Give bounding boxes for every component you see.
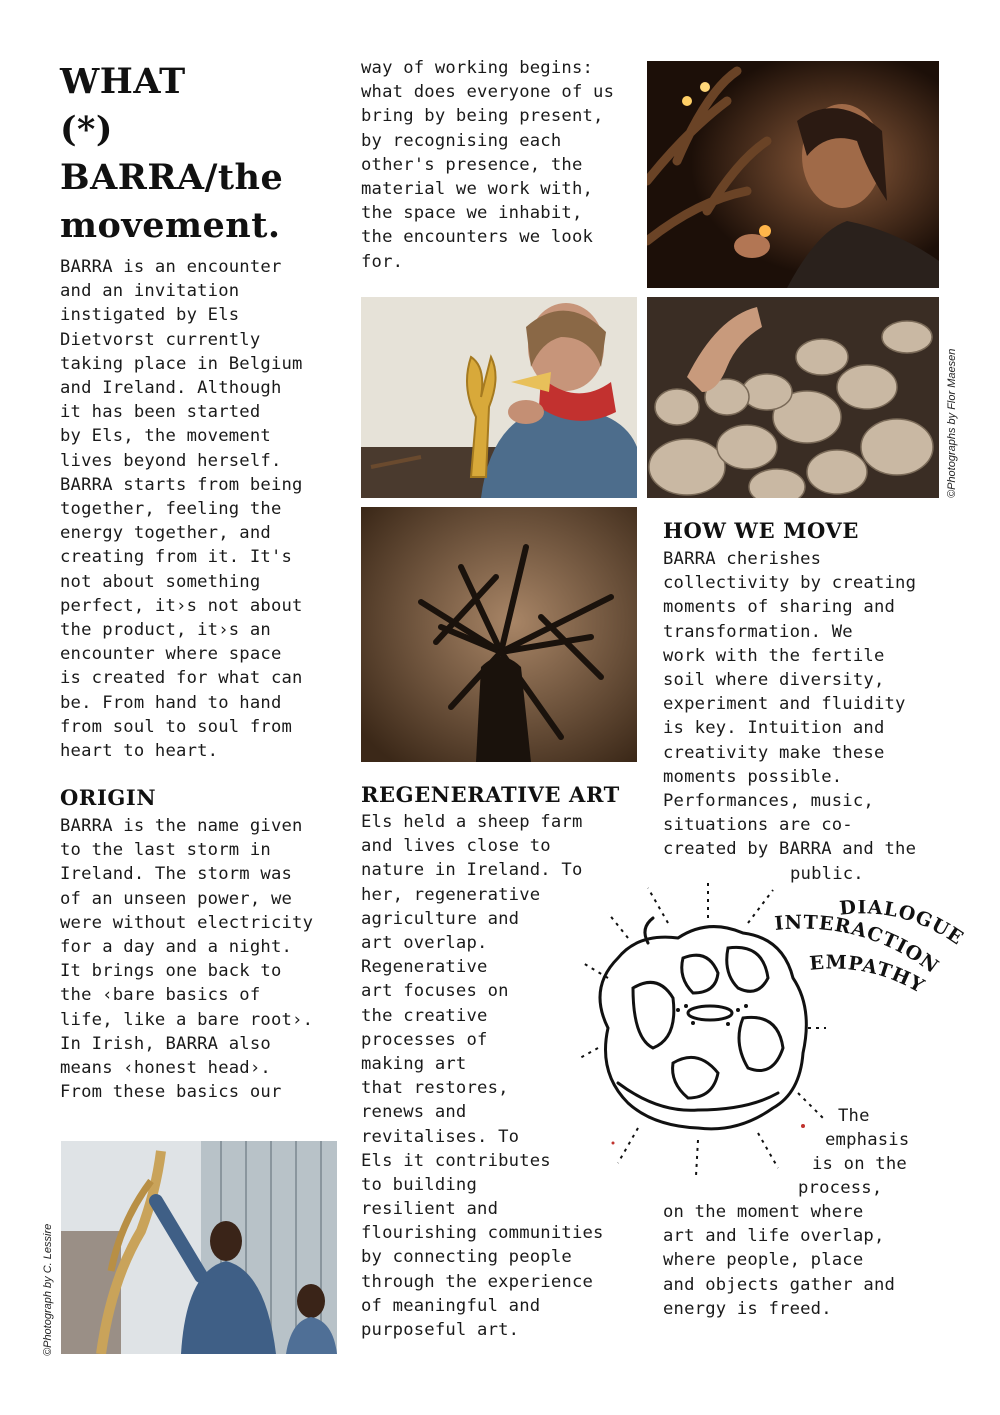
emphasis-paragraph: on the moment where art and life overlap, where people, place and objects gather and energy is freed. — [663, 1202, 896, 1319]
how-we-move-last-line: public. — [790, 864, 864, 884]
emphasis-line-1: The — [838, 1106, 870, 1126]
intro-paragraph: BARRA is an encounter and an invitation instigated by Els Dietvorst currently taking place in Belgium and Ireland. Although it has been started by Els, the movement lives beyond herself. BARRA starts from being together, feeling the energy together, and creating from it. It's not about something perfect, it›s not about the product, it›s an encounter where space is created for what can be. From hand to hand from soul to soul from heart to heart. — [60, 257, 303, 762]
working-paragraph: way of working begins: what does everyone of us bring by being present, by recognising each other's presence, the material we work with, the space we inhabit, the encounters we look for. — [361, 58, 615, 272]
origin-paragraph: BARRA is the name given to the last storm in Ireland. The storm was of an unseen power, we were without electricity for a day and a night. It brings one back to the ‹bare basics of life, like a bare root›. In Irish, BARRA also means ‹honest head›. From these basics our — [60, 816, 314, 1103]
curved-words — [770, 900, 980, 1030]
photo-street-performance — [61, 1141, 337, 1354]
flor-maesen-credit: ©Photographs by Flor Maesen — [946, 348, 958, 498]
emphasis-line-4: process, — [798, 1178, 883, 1198]
how-we-move-heading: HOW WE MOVE — [663, 518, 859, 543]
photo-wax-sculpture-making — [361, 297, 637, 498]
photo-branch-silhouette — [361, 507, 637, 762]
word-empathy: EMPATHY — [808, 951, 929, 998]
page-title: WHAT (*) BARRA/the movement. — [60, 61, 284, 246]
origin-heading: ORIGIN — [60, 785, 157, 810]
word-interaction: INTERACTION — [773, 911, 944, 979]
photo-candles-branches — [647, 61, 939, 288]
photo-hand-on-stones — [647, 297, 939, 498]
how-we-move-paragraph: BARRA cherishes collectivity by creating moments of sharing and transformation. We work with the fertile soil where diversity, experiment and fluidity is key. Intuition and creativity make these moments possible. Performances, music, situations are co- created by BARRA and the — [663, 549, 917, 860]
word-dialogue: DIALOGUE — [838, 900, 968, 950]
regenerative-art-heading: REGENERATIVE ART — [361, 782, 620, 807]
regenerative-paragraph-2: resilient and flourishing communities by connecting people through the experience of meaningful and purposeful art. — [361, 1199, 604, 1341]
regenerative-paragraph-1: Els held a sheep farm and lives close to nature in Ireland. To her, regenerative agriculture and art overlap. Regenerative art focuses on the creative processes of making art that restores, renews and revitalises. To Els it contributes to building — [361, 812, 583, 1196]
lessire-credit: ©Photograph by C. Lessire — [42, 1223, 54, 1356]
emphasis-line-2: emphasis — [825, 1130, 910, 1150]
emphasis-line-3: is on the — [812, 1154, 907, 1174]
